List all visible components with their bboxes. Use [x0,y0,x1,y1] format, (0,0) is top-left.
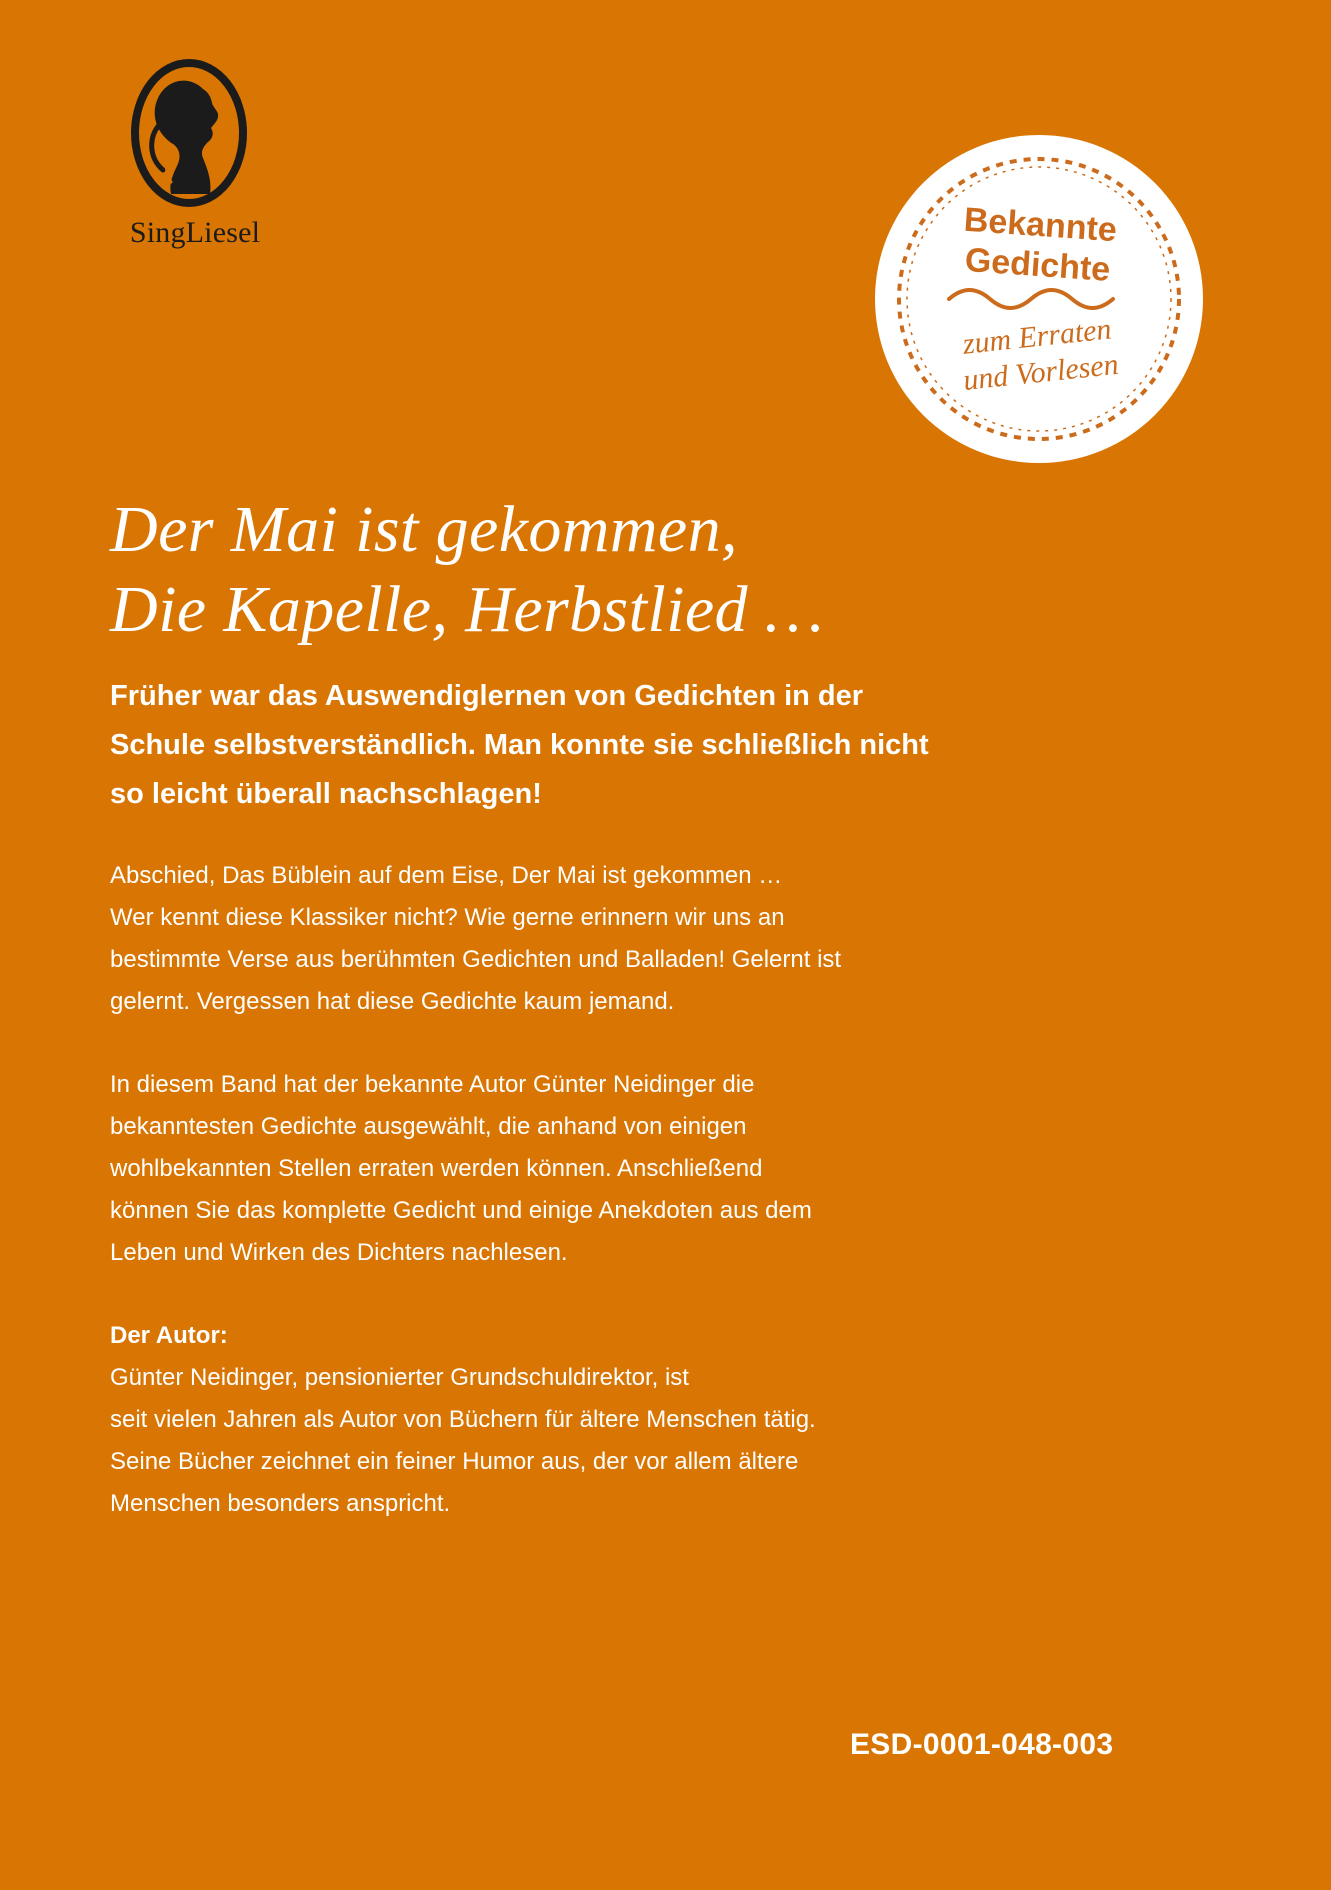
author-line-1 [110,1315,1110,1399]
paragraph-2-line-4: können Sie das komplette Gedicht und einige Anekdoten aus dem [110,1197,812,1224]
paragraph-1-line-3: bestimmte Verse aus berühmten Gedichten und Balladen! Gelernt ist [110,946,842,973]
body-paragraph-1 [110,855,1110,1023]
paragraph-1-line-2: Wer kennt diese Klassiker nicht? Wie gerne erinnern wir uns an [110,904,785,931]
badge-subtitle-line-2: und Vorlesen [961,347,1121,397]
badge-title-line-2: Gedichte [963,240,1112,289]
headline-line-2: Die Kapelle, Herbstlied … [110,573,824,646]
author-line-1-text: Günter Neidinger, pensionierter Grundschuldirektor, ist [110,1364,689,1391]
lead-paragraph [110,672,1120,819]
author-paragraph [110,1315,1110,1525]
singliesel-logo [100,48,290,258]
lead-line-3: so leicht überall nachschlagen! [110,778,542,810]
brand-name: SingLiesel [129,216,261,249]
headline-line-1: Der Mai ist gekommen, [110,493,738,566]
paragraph-1-line-4: gelernt. Vergessen hat diese Gedichte kaum jemand. [110,988,675,1015]
paragraph-1-line-1: Abschied, Das Büblein auf dem Eise, Der Mai ist gekommen … [110,862,783,889]
body-paragraph-2 [110,1064,1110,1274]
badge-title-line-1: Bekannte [962,200,1119,250]
topic-badge [873,133,1205,465]
badge-border-icon [873,133,1205,465]
paragraph-2-line-3: wohlbekannten Stellen erraten werden können. Anschließend [110,1155,763,1182]
paragraph-2-line-1: In diesem Band hat der bekannte Autor Günter Neidinger die [110,1071,755,1098]
cameo-silhouette-icon [130,58,248,208]
author-label: Der Autor: [110,1322,228,1349]
headline [110,490,1110,650]
author-line-4: Menschen besonders anspricht. [110,1490,451,1517]
paragraph-2-line-5: Leben und Wirken des Dichters nachlesen. [110,1239,568,1266]
badge-subtitle-line-1: zum Erraten [961,312,1113,361]
paragraph-2-line-2: bekanntesten Gedichte ausgewählt, die anhand von einigen [110,1113,747,1140]
author-line-2: seit vielen Jahren als Autor von Büchern für ältere Menschen tätig. [110,1406,816,1433]
lead-line-2: Schule selbstverständlich. Man konnte sie schließlich nicht [110,729,929,761]
author-line-3: Seine Bücher zeichnet ein feiner Humor aus, der vor allem ältere [110,1448,799,1475]
product-code: ESD-0001-048-003 [850,1728,1114,1761]
lead-line-1: Früher war das Auswendiglernen von Gedichten in der [110,680,864,712]
